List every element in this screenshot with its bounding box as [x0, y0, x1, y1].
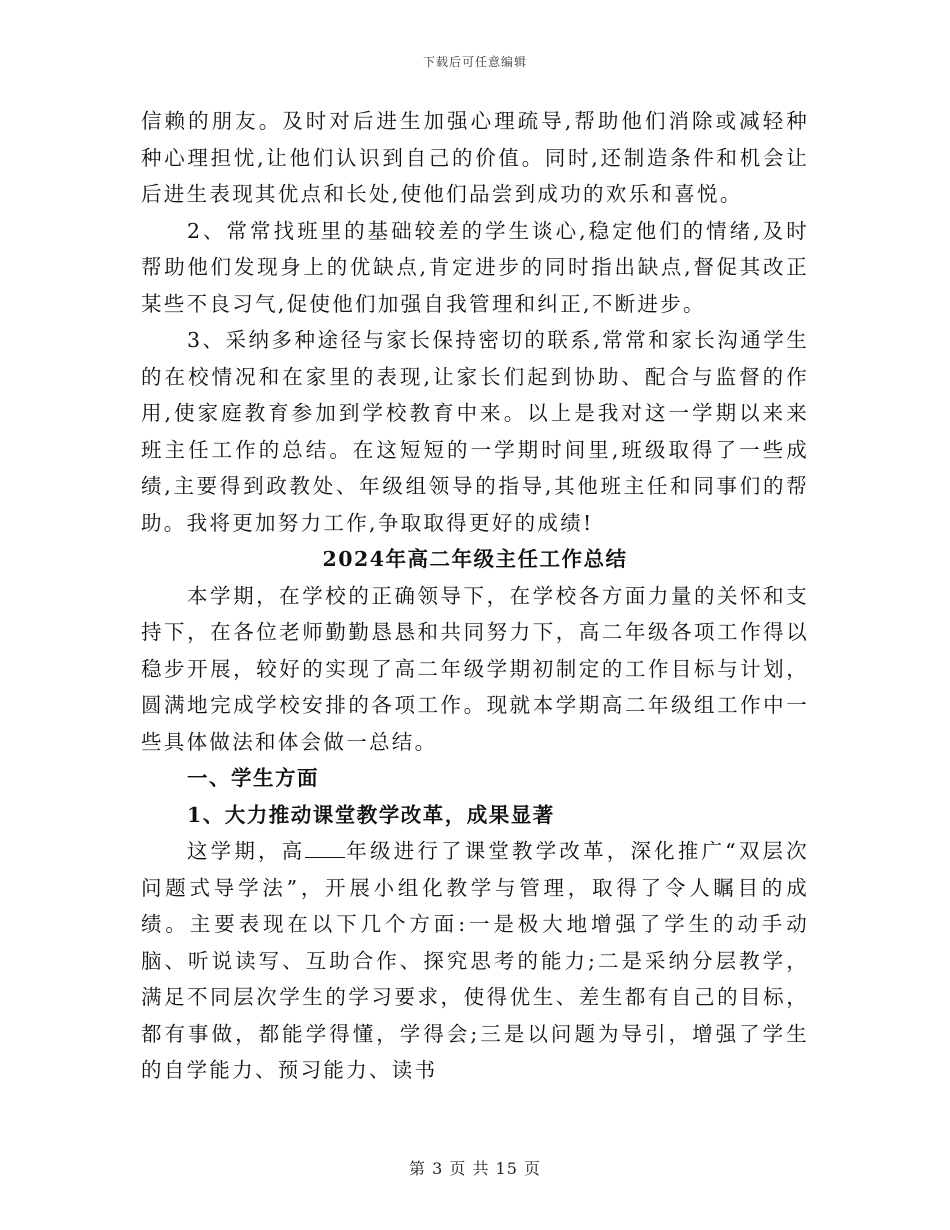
document-body: [141, 103, 809, 1089]
paragraph-continuation: 信赖的朋友。及时对后进生加强心理疏导,帮助他们消除或减轻种种心理担忧,让他们认识到自己的价值。同时,还制造条件和机会让后进生表现其优点和长处,使他们品尝到成功的欢乐和喜悦。: [141, 109, 809, 206]
page-header: 下载后可任意编辑: [422, 55, 527, 69]
paragraph-item-2: 2、常常找班里的基础较差的学生谈心,稳定他们的情绪,及时帮助他们发现身上的优缺点,肯定进步的同时指出缺点,督促其改正某些不良习气,促使他们加强自我管理和纠正,不断进步。: [141, 218, 809, 316]
heading-classroom-reform: 1、大力推动课堂教学改革，成果显著: [187, 802, 555, 827]
page-footer: 第 3 页 共 15 页: [409, 1159, 541, 1178]
heading-student-aspect: 一、学生方面: [187, 766, 319, 790]
paragraph-item-3: 3、采纳多种途径与家长保持密切的联系,常常和家长沟通学生的在校情况和在家里的表现,让家长们起到协助、配合与监督的作用,使家庭教育参加到学校教育中来。以上是我对这一学期以来来班主任工作的总结。在这短短的一学期时间里,班级取得了一些成绩,主要得到政教处、年级组领导的指导,其他班主任和同事们的帮助。我将更加努力工作,争取取得更好的成绩!: [141, 328, 809, 535]
paragraph-intro: 本学期，在学校的正确领导下，在学校各方面力量的关怀和支持下，在各位老师勤勤恳恳和共同努力下，高二年级各项工作得以稳步开展，较好的实现了高二年级学期初制定的工作目标与计划，圆满地完成学校安排的各项工作。现就本学期高二年级组工作中一些具体做法和体会做一总结。: [141, 583, 809, 754]
paragraph-reform-start: 这学期，高: [187, 839, 306, 863]
section-title: 2024年高二年级主任工作总结: [322, 547, 628, 571]
paragraph-reform-details: [141, 833, 809, 1089]
fill-in-blank: [305, 856, 345, 858]
paragraph-reform-rest: 年级进行了课堂教学改革，深化推广“双层次问题式导学法”，开展小组化教学与管理，取得了令人瞩目的成绩。主要表现在以下几个方面:一是极大地增强了学生的动手动脑、听说读写、互助合作、探究思考的能力;二是采纳分层教学，满足不同层次学生的学习要求，使得优生、差生都有自己的目标，都有事做，都能学得懂，学得会;三是以问题为导引，增强了学生的自学能力、预习能力、读书: [141, 839, 809, 1082]
